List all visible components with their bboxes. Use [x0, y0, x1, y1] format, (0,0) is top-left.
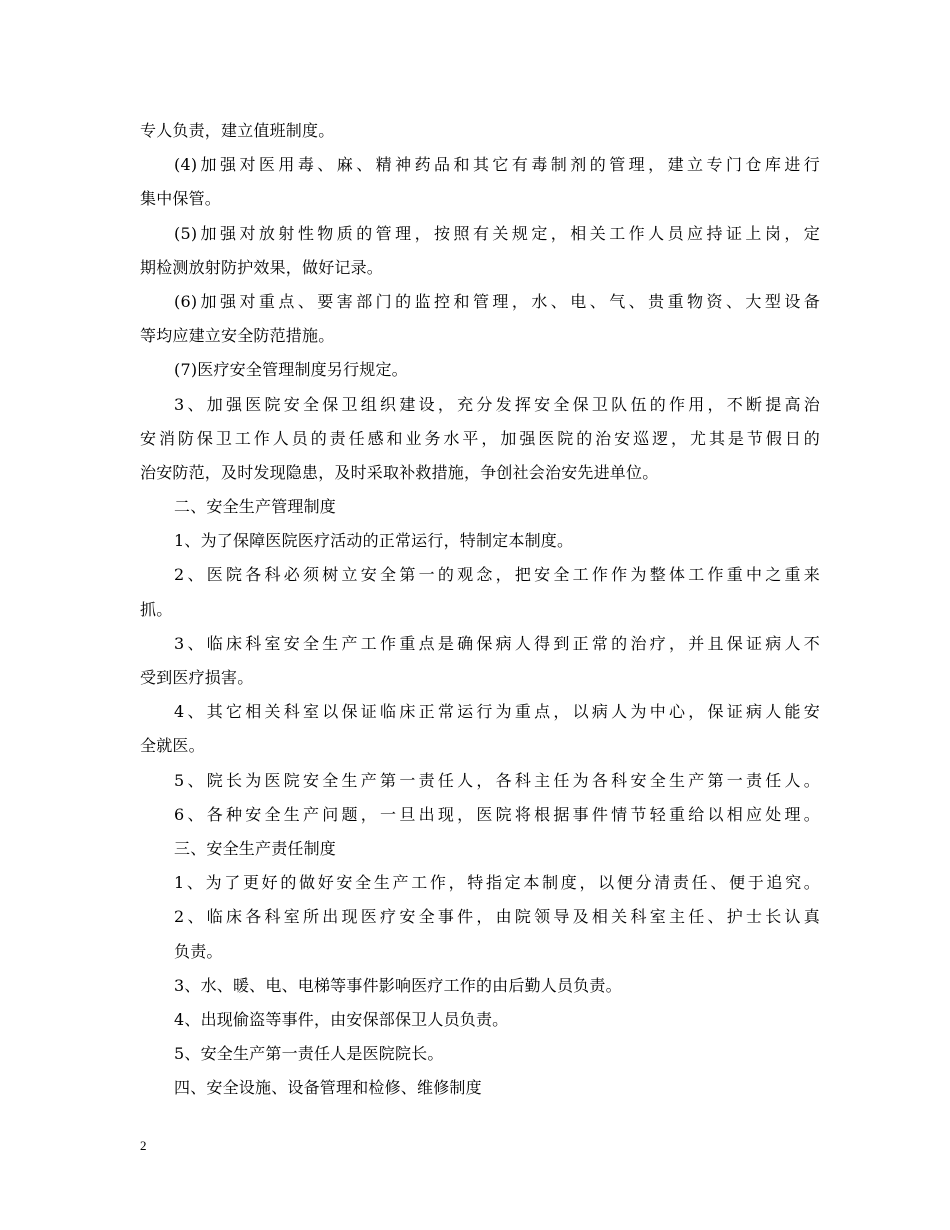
paragraph-line: 安消防保卫工作人员的责任感和业务水平，加强医院的治安巡逻，尤其是节假日的 [140, 428, 820, 448]
paragraph-line: 负责。 [174, 941, 223, 961]
paragraph-line: 6、各种安全生产问题，一旦出现，医院将根据事件情节轻重给以相应处理。 [174, 804, 820, 824]
section-heading: 二、安全生产管理制度 [174, 497, 337, 517]
paragraph-line: 2、医院各科必须树立安全第一的观念，把安全工作作为整体工作重中之重来 [174, 565, 820, 585]
paragraph-line: 等均应建立安全防范措施。 [140, 326, 335, 346]
page-number: 2 [140, 1138, 147, 1153]
section-heading: 四、安全设施、设备管理和检修、维修制度 [174, 1078, 482, 1098]
paragraph-line: 全就医。 [140, 736, 205, 756]
paragraph-line: (6)加强对重点、要害部门的监控和管理，水、电、气、贵重物资、大型设备 [174, 291, 820, 311]
paragraph-line: 4、出现偷盗等事件，由安保部保卫人员负责。 [174, 1009, 509, 1029]
paragraph-line: 5、安全生产第一责任人是医院院长。 [174, 1044, 444, 1064]
paragraph-line: 受到医疗损害。 [140, 668, 254, 687]
paragraph-line: 专人负责，建立值班制度。 [140, 121, 335, 140]
paragraph-line: (5)加强对放射性物质的管理，按照有关规定，相关工作人员应持证上岗，定 [174, 223, 820, 243]
paragraph-line: 3、加强医院安全保卫组织建设，充分发挥安全保卫队伍的作用，不断提高治 [174, 394, 820, 414]
paragraph-line: (7)医疗安全管理制度另行规定。 [174, 360, 408, 380]
paragraph-line: (4)加强对医用毒、麻、精神药品和其它有毒制剂的管理，建立专门仓库进行 [174, 155, 820, 175]
paragraph-line: 集中保管。 [140, 189, 222, 209]
paragraph-line: 3、临床科室安全生产工作重点是确保病人得到正常的治疗，并且保证病人不 [174, 633, 820, 653]
paragraph-line: 3、水、暖、电、电梯等事件影响医疗工作的由后勤人员负责。 [174, 975, 622, 995]
paragraph-line: 治安防范，及时发现隐患，及时采取补救措施，争创社会治安先进单位。 [140, 462, 659, 482]
paragraph-line: 1、为了更好的做好安全生产工作，特指定本制度，以便分清责任、便于追究。 [174, 873, 820, 893]
paragraph-line: 1、为了保障医院医疗活动的正常运行，特制定本制度。 [174, 531, 574, 551]
paragraph-line: 抓。 [140, 599, 173, 619]
section-heading: 三、安全生产责任制度 [174, 838, 337, 858]
paragraph-line: 2、临床各科室所出现医疗安全事件，由院领导及相关科室主任、护士长认真 [174, 907, 820, 927]
paragraph-line: 4、其它相关科室以保证临床正常运行为重点，以病人为中心，保证病人能安 [174, 702, 820, 722]
document-body [140, 114, 820, 1105]
paragraph-line: 5、院长为医院安全生产第一责任人，各科主任为各科安全生产第一责任人。 [174, 770, 820, 790]
paragraph-line: 期检测放射防护效果，做好记录。 [140, 257, 384, 277]
